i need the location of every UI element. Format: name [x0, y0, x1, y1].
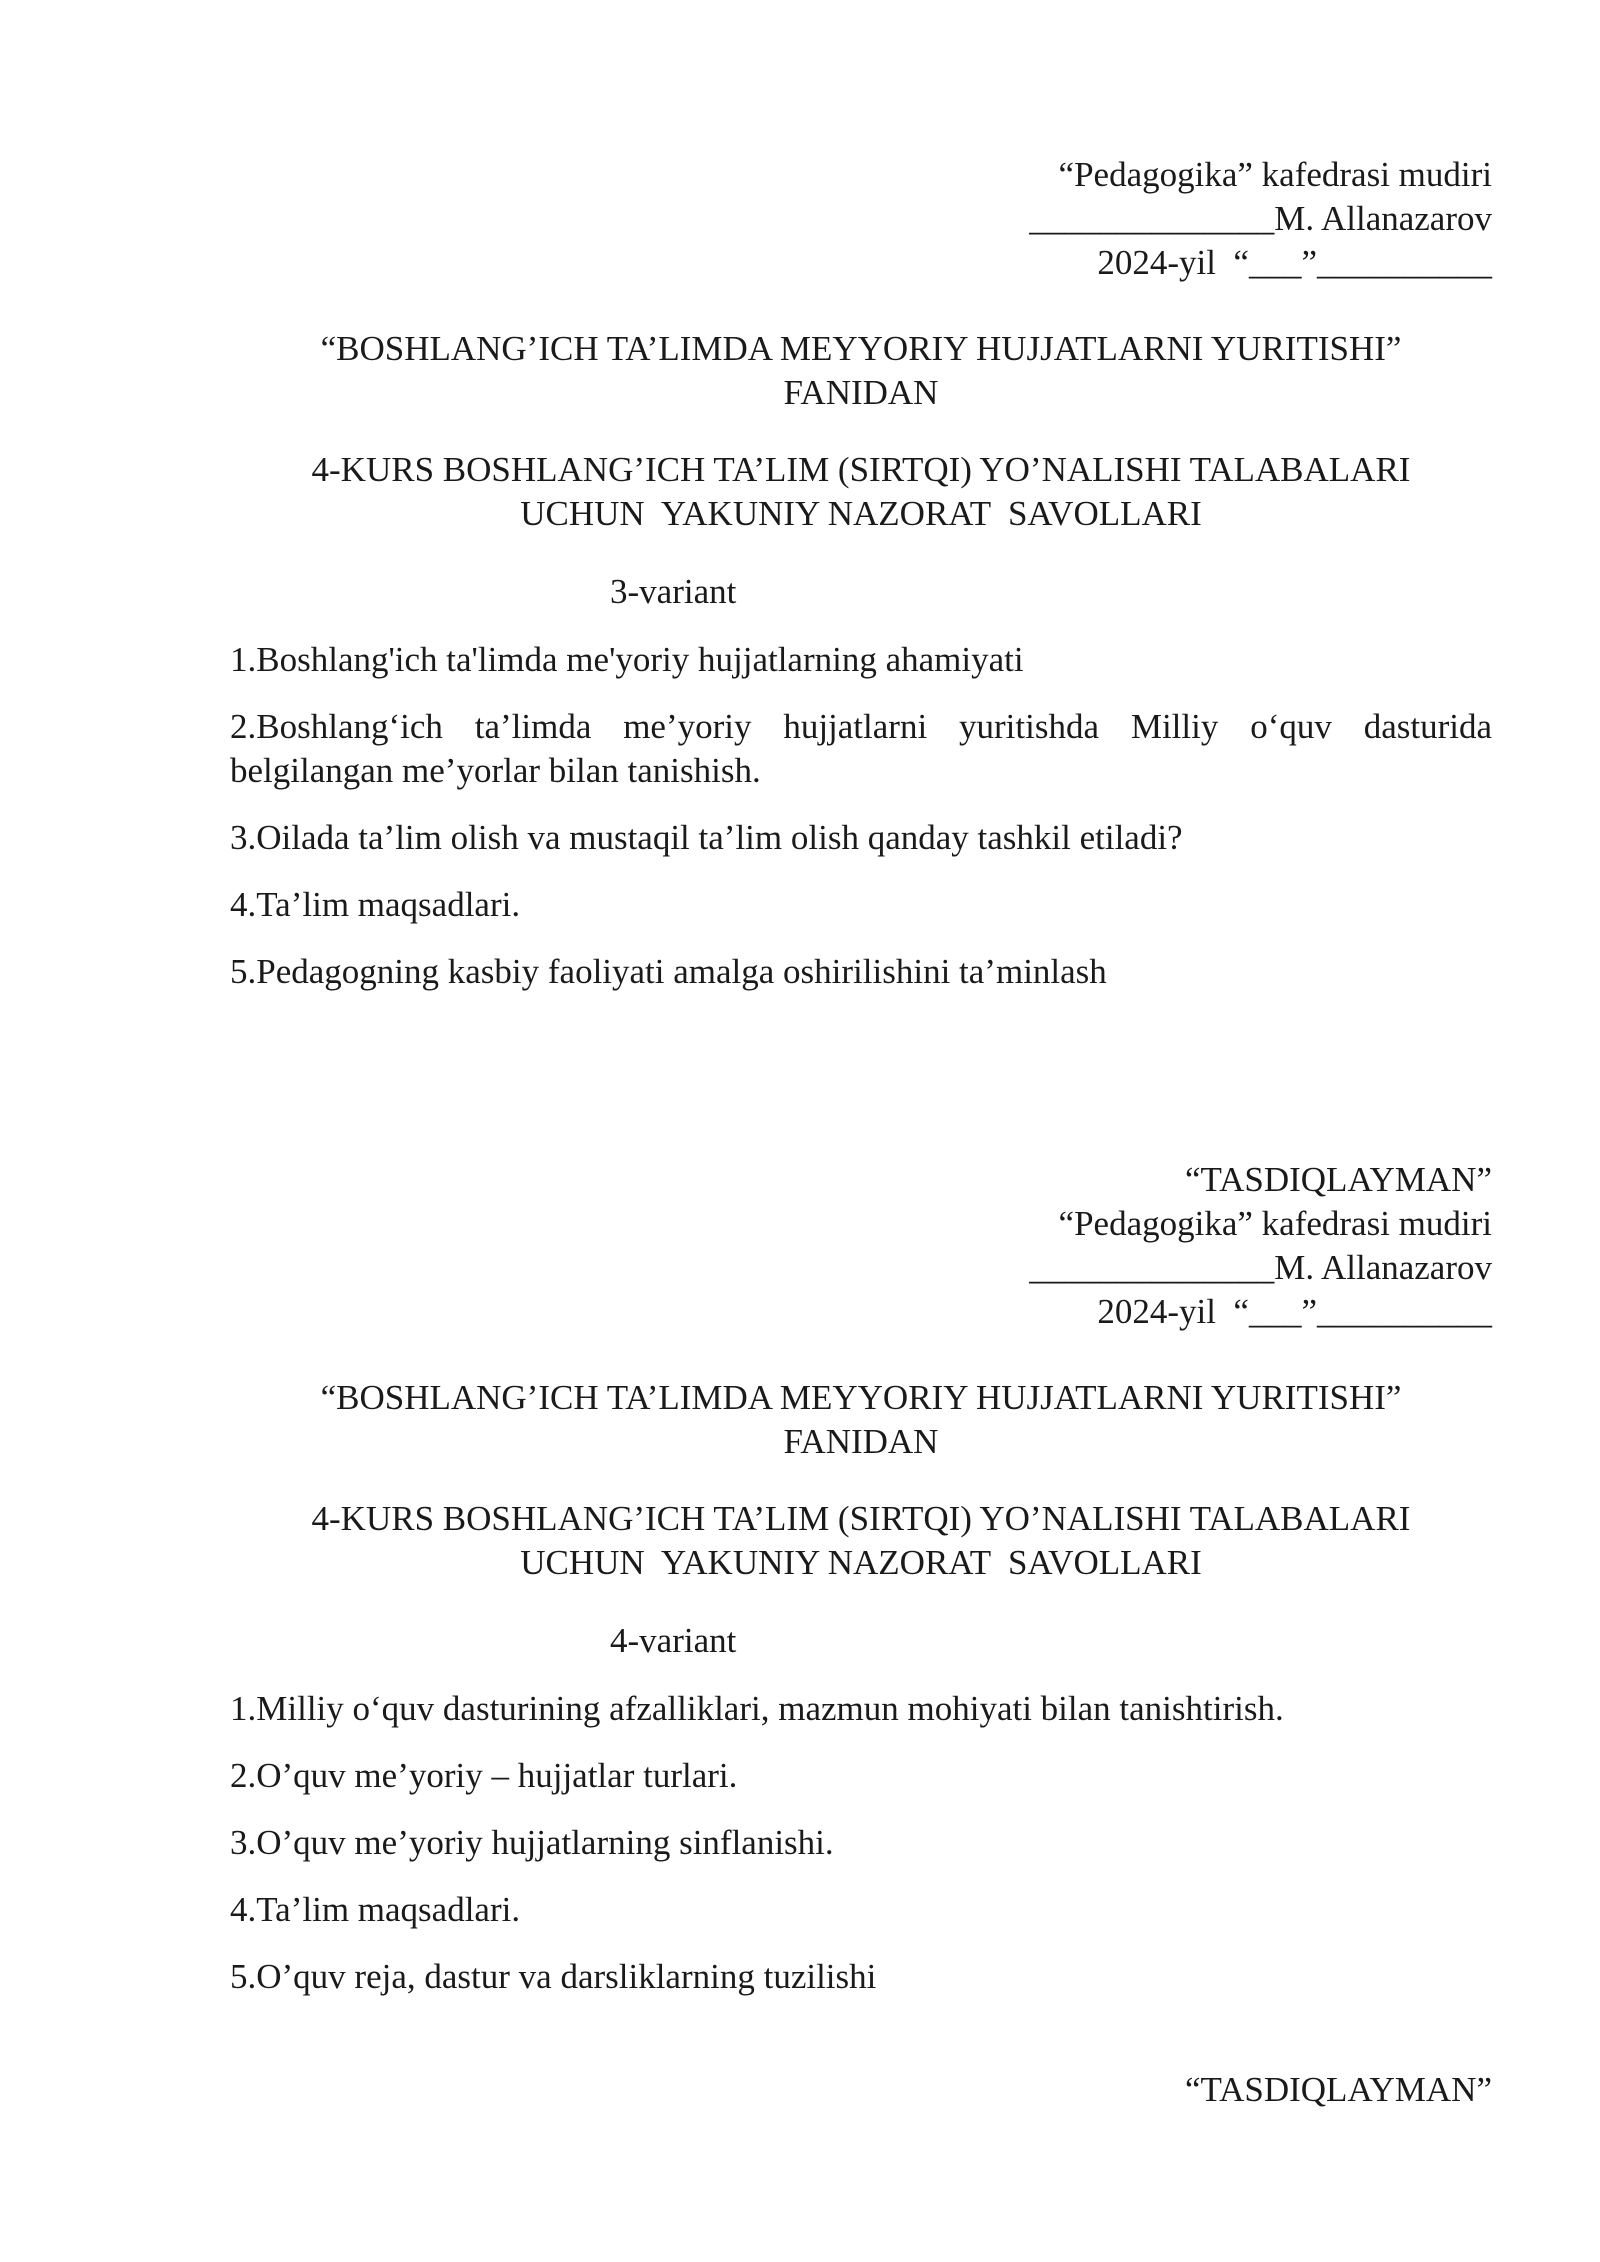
title-line: “BOSHLANG’ICH TA’LIMDA MEYYORIY HUJJATLARNI YURITISHI”	[320, 1378, 1402, 1417]
document-title	[230, 327, 1492, 415]
subtitle-line: 4-KURS BOSHLANG’ICH TA’LIM (SIRTQI) YO’NALISHI TALABALARI	[311, 450, 1411, 489]
title-line: “BOSHLANG’ICH TA’LIMDA MEYYORIY HUJJATLARNI YURITISHI”	[320, 329, 1402, 368]
approval-block	[230, 1158, 1492, 1334]
question-item: 1.Boshlang'ich ta'limda me'yoriy hujjatlarning ahamiyati	[230, 640, 1024, 679]
question-item: 4.Ta’lim maqsadlari.	[230, 885, 521, 924]
approval-block	[230, 153, 1492, 285]
title-line: FANIDAN	[783, 373, 939, 412]
approval-heading: “TASDIQLAYMAN”	[1185, 2070, 1492, 2109]
signature-line: ______________M. Allanazarov	[1029, 199, 1492, 238]
approval-heading: “TASDIQLAYMAN”	[1185, 1160, 1492, 1199]
question-item: 5.O’quv reja, dastur va darsliklarning tuzilishi	[230, 1957, 877, 1996]
title-line: FANIDAN	[783, 1422, 939, 1461]
question-item: 4.Ta’lim maqsadlari.	[230, 1890, 521, 1929]
variant-label: 3-variant	[610, 572, 737, 611]
signature-line: ______________M. Allanazarov	[1029, 1248, 1492, 1287]
date-line: 2024-yil “___”__________	[1097, 1292, 1492, 1331]
subtitle-line: 4-KURS BOSHLANG’ICH TA’LIM (SIRTQI) YO’NALISHI TALABALARI	[311, 1499, 1411, 1538]
dept-head-line: “Pedagogika” kafedrasi mudiri	[1058, 155, 1492, 194]
question-list	[230, 1687, 1492, 2022]
question-item: 2.Boshlang‘ich ta’limda me’yoriy hujjatlarni yuritishda Milliy o‘quv dasturida belgilangan me’yorlar bilan tanishish.	[230, 707, 1492, 790]
subtitle-line: UCHUN YAKUNIY NAZORAT SAVOLLARI	[520, 494, 1202, 533]
question-item: 3.Oilada ta’lim olish va mustaqil ta’lim olish qanday tashkil etiladi?	[230, 818, 1183, 857]
question-list	[230, 638, 1492, 1017]
question-item: 3.O’quv me’yoriy hujjatlarning sinflanishi.	[230, 1823, 834, 1862]
document-title	[230, 1376, 1492, 1464]
date-line: 2024-yil “___”__________	[1097, 243, 1492, 282]
question-item: 5.Pedagogning kasbiy faoliyati amalga oshirilishini ta’minlash	[230, 952, 1107, 991]
dept-head-line: “Pedagogika” kafedrasi mudiri	[1058, 1204, 1492, 1243]
approval-block	[230, 2068, 1492, 2112]
question-item: 1.Milliy o‘quv dasturining afzalliklari, mazmun mohiyati bilan tanishtirish.	[230, 1689, 1284, 1728]
document-subtitle	[230, 1497, 1492, 1585]
question-item: 2.O’quv me’yoriy – hujjatlar turlari.	[230, 1756, 738, 1795]
document-subtitle	[230, 448, 1492, 536]
subtitle-line: UCHUN YAKUNIY NAZORAT SAVOLLARI	[520, 1543, 1202, 1582]
variant-label: 4-variant	[610, 1621, 737, 1660]
